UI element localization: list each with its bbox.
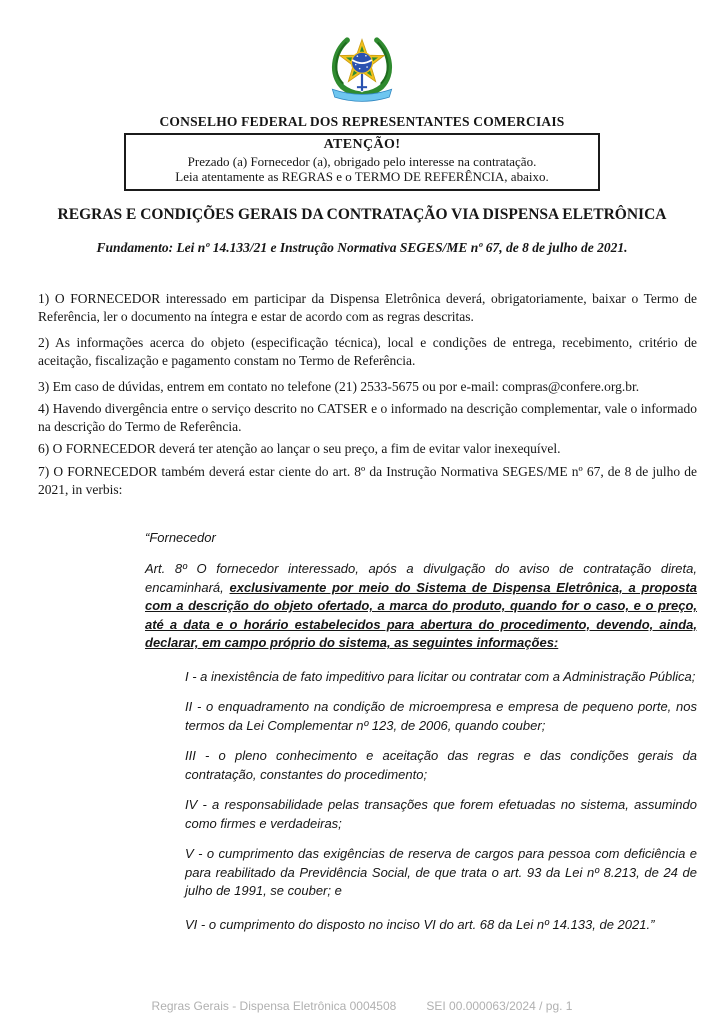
brazil-coat-of-arms-icon [323, 30, 401, 108]
attention-box [124, 133, 600, 191]
quote-article-intro: Art. 8º O fornecedor interessado, após a divulgação do aviso de contratação direta, encaminhará, [145, 560, 697, 595]
attention-line-2: Leia atentamente as REGRAS e o TERMO DE REFERÊNCIA, abaixo. [175, 169, 549, 185]
quote-item-6: VI - o cumprimento do disposto no inciso VI do art. 68 da Lei nº 14.133, de 2021.” [185, 916, 655, 932]
quote-item-1: I - a inexistência de fato impeditivo para licitar ou contratar com a Administração Pública; [185, 668, 696, 684]
footer-document-label: Regras Gerais - Dispensa Eletrônica 0004508 [151, 999, 397, 1013]
attention-title: ATENÇÃO! [323, 137, 401, 152]
page-footer [0, 999, 724, 1013]
org-name: CONSELHO FEDERAL DOS REPRESENTANTES COMERCIAIS [159, 114, 565, 129]
globe-star [366, 66, 368, 68]
quote-opening: “Fornecedor [145, 529, 216, 545]
paragraph-1: 1) O FORNECEDOR interessado em participar da Dispensa Eletrônica deverá, obrigatoriamente, baixar o Termo de Referência, ler o documento na íntegra e estar de acordo com as regras descritas. [38, 290, 697, 324]
quote-item-2: II - o enquadramento na condição de microempresa e empresa de pequeno porte, nos termos da Lei Complementar nº 123, de 2006, quando couber; [185, 699, 697, 733]
globe-star [359, 68, 361, 70]
document-subtitle: Fundamento: Lei nº 14.133/21 e Instrução Normativa SEGES/ME nº 67, de 8 de julho de 2021. [96, 239, 628, 255]
quote-article-8 [145, 560, 697, 653]
paragraph-2: 2) As informações acerca do objeto (especificação técnica), local e condições de entrega, recebimento, critério de aceitação, fiscalização e pagamento constam no Termo de Referência. [38, 334, 697, 368]
quote-item-5: V - o cumprimento das exigências de reserva de cargos para pessoa com deficiência e para reabilitado da Previdência Social, de que trata o art. 93 da Lei nº 8.213, de 24 de julho de 1991, se couber; e [185, 846, 697, 899]
globe-star [355, 64, 356, 65]
footer-sei-reference: SEI 00.000063/2024 / pg. 1 [426, 999, 573, 1013]
paragraph-3: 3) Em caso de dúvidas, entrem em contato no telefone (21) 2533-5675 ou por e-mail: compras@confere.org.br. [38, 378, 640, 394]
document-body [0, 290, 724, 934]
paragraph-6: 6) O FORNECEDOR deverá ter atenção ao lançar o seu preço, a fim de evitar valor inexequível. [38, 440, 561, 456]
quote-item-4: IV - a responsabilidade pelas transações que forem efetuadas no sistema, assumindo como firmes e verdadeiras; [185, 797, 697, 831]
legal-quote-block [145, 530, 697, 934]
quote-item-3: III - o pleno conhecimento e aceitação das regras e das condições gerais da contratação, constantes do procedimento; [185, 748, 697, 782]
quote-article-emphasis: exclusivamente por meio do Sistema de Dispensa Eletrônica, a proposta com a descrição do objeto ofertado, a marca do produto, quando for o caso, e o preço, até a data e o horário estabelecidos para abertura do procedimento, devendo, ainda, declarar, em campo próprio do sistema, as seguintes informações: [145, 579, 697, 651]
document-title: REGRAS E CONDIÇÕES GERAIS DA CONTRATAÇÃO VIA DISPENSA ELETRÔNICA [57, 205, 667, 223]
ribbon [332, 89, 391, 101]
globe-star [365, 55, 367, 57]
paragraph-4: 4) Havendo divergência entre o serviço descrito no CATSER e o informado na descrição complementar, vale o informado na descrição do Termo de Referência. [38, 400, 697, 434]
paragraph-7: 7) O FORNECEDOR também deverá estar ciente do art. 8º da Instrução Normativa SEGES/ME nº 67, de 8 de julho de 2021, in verbis: [38, 463, 697, 497]
quote-items-list [185, 668, 697, 935]
sword-guard [357, 86, 367, 88]
globe-star [357, 55, 359, 57]
attention-line-1: Prezado (a) Fornecedor (a), obrigado pelo interesse na contratação. [187, 153, 537, 169]
